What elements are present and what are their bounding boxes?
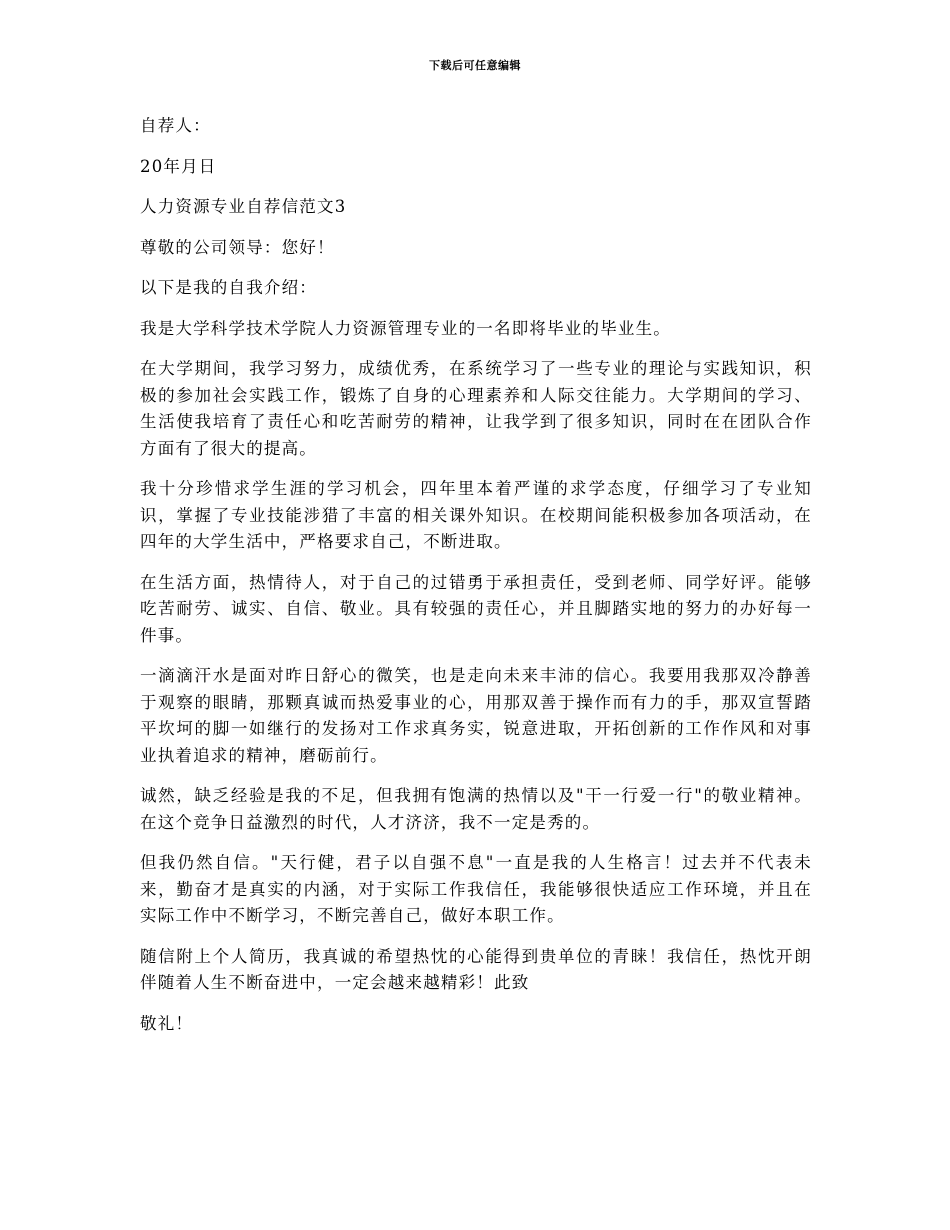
paragraph: 但我仍然自信。"天行健，君子以自强不息"一直是我的人生格言！过去并不代表未来，勤奋才是真实的内涵，对于实际工作我信任，我能够很快适应工作环境，并且在实际工作中不断学习，不断完善自己，做好本职工作。 xyxy=(140,853,812,925)
signature-line: 自荐人： xyxy=(140,116,211,135)
intro-line: 以下是我的自我介绍： xyxy=(140,278,317,297)
paragraph: 我是大学科学技术学院人力资源管理专业的一名即将毕业的毕业生。 xyxy=(140,318,671,338)
paragraph: 我十分珍惜求学生涯的学习机会，四年里本着严谨的求学态度，仔细学习了专业知识，掌握了专业技能涉猎了丰富的相关课外知识。在校期间能积极参加各项活动，在四年的大学生活中，严格要求自己，不断进取。 xyxy=(140,479,812,551)
document-body xyxy=(140,113,812,1051)
paragraph: 随信附上个人简历，我真诚的希望热忱的心能得到贵单位的青睐！我信任，热忱开朗伴随着人生不断奋进中，一定会越来越精彩！此致 xyxy=(140,946,812,992)
salutation: 尊敬的公司领导：您好！ xyxy=(140,237,335,257)
paragraph: 诚然，缺乏经验是我的不足，但我拥有饱满的热情以及"干一行爱一行"的敬业精神。在这个竞争日益激烈的时代，人才济济，我不一定是秀的。 xyxy=(140,786,812,832)
paragraph: 一滴滴汗水是面对昨日舒心的微笑，也是走向未来丰沛的信心。我要用我那双冷静善于观察的眼睛，那颗真诚而热爱事业的心，用那双善于操作而有力的手，那双宣誓踏平坎坷的脚一如继行的发扬对工作求真务实，锐意进取，开拓创新的工作作风和对事业执着追求的精神，磨砺前行。 xyxy=(140,666,812,765)
date-line: 20年月日 xyxy=(140,156,217,176)
paragraph: 在大学期间，我学习努力，成绩优秀，在系统学习了一些专业的理论与实践知识，积极的参加社会实践工作，锻炼了自身的心理素养和人际交往能力。大学期间的学习、生活使我培育了责任心和吃苦耐劳的精神，让我学到了很多知识，同时在在团队合作方面有了很大的提高。 xyxy=(140,359,812,458)
closing-line: 敬礼！ xyxy=(140,1013,194,1033)
section-title: 人力资源专业自荐信范文3 xyxy=(140,197,347,216)
page-header-note: 下载后可任意编辑 xyxy=(429,59,521,72)
paragraph: 在生活方面，热情待人，对于自己的过错勇于承担责任，受到老师、同学好评。能够吃苦耐劳、诚实、自信、敬业。具有较强的责任心，并且脚踏实地的努力的办好每一件事。 xyxy=(140,572,812,645)
